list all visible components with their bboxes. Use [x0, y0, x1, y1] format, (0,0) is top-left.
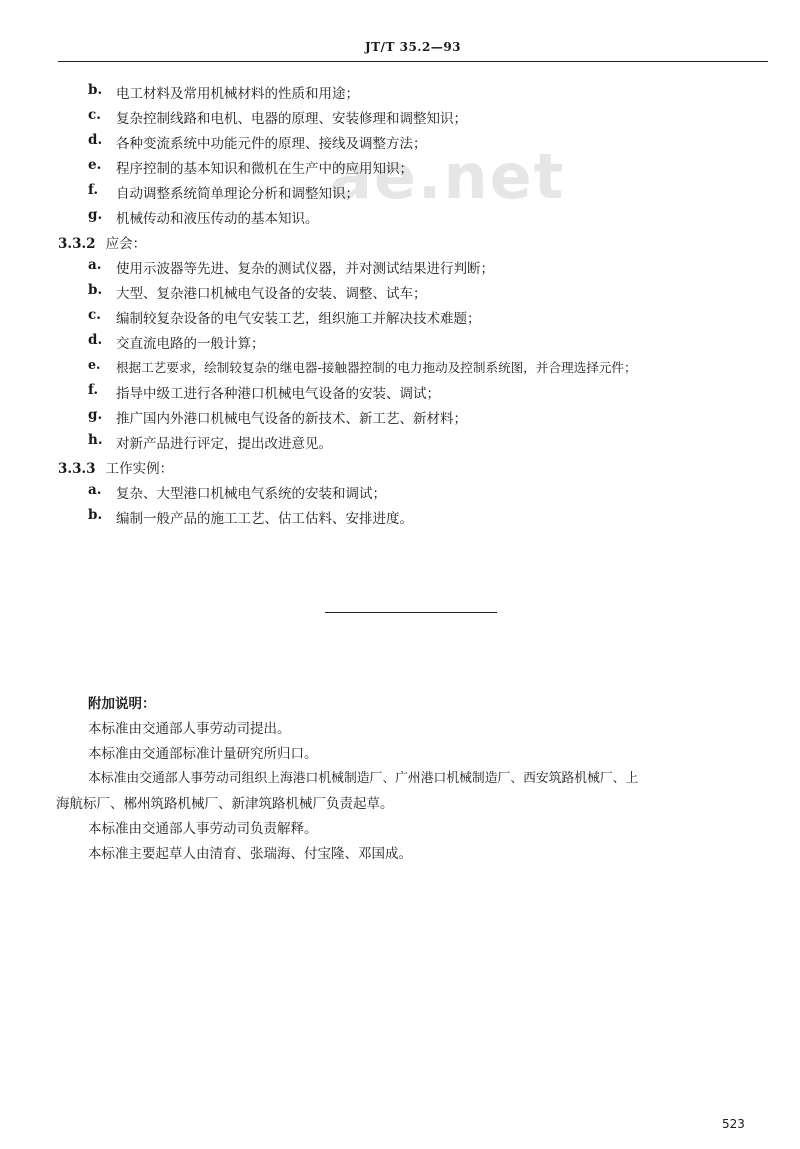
notes-line: 本标准由交通部人事劳动司组织上海港口机械制造厂、广州港口机械制造厂、西安筑路机械厂、上 [88, 771, 639, 786]
item-label: h. [88, 432, 103, 448]
section-heading [58, 457, 173, 477]
item-label: f. [88, 382, 99, 398]
standard-code-header: JT/T 35.2—93 [365, 40, 462, 54]
item-text: 程序控制的基本知识和微机在生产中的应用知识； [116, 161, 413, 177]
item-text: 大型、复杂港口机械电气设备的安装、调整、试车； [116, 286, 427, 302]
notes-line: 本标准由交通部人事劳动司负责解释。 [88, 821, 318, 837]
item-text: 指导中级工进行各种港口机械电气设备的安装、调试； [116, 386, 440, 402]
notes-line: 本标准由交通部人事劳动司提出。 [88, 721, 291, 737]
item-label: c. [88, 107, 101, 123]
item-text: 交直流电路的一般计算； [116, 336, 265, 352]
item-text: 推广国内外港口机械电气设备的新技术、新工艺、新材料； [116, 411, 467, 427]
item-label: g. [88, 207, 103, 223]
notes-line: 海航标厂、郴州筑路机械厂、新津筑路机械厂负责起草。 [56, 796, 394, 812]
item-text: 机械传动和液压传动的基本知识。 [116, 211, 319, 227]
item-label: d. [88, 332, 103, 348]
item-text: 自动调整系统简单理论分析和调整知识； [116, 186, 359, 202]
item-text: 电工材料及常用机械材料的性质和用途； [116, 86, 359, 102]
item-label: d. [88, 132, 103, 148]
notes-line: 本标准由交通部标准计量研究所归口。 [88, 746, 318, 762]
section-title: 应会： [105, 236, 147, 252]
item-label: b. [88, 282, 103, 298]
section-number: 3.3.2 [58, 236, 96, 252]
item-label: g. [88, 407, 103, 423]
item-label: a. [88, 257, 102, 273]
item-text: 编制一般产品的施工工艺、估工估料、安排进度。 [116, 511, 413, 527]
item-label: f. [88, 182, 99, 198]
section-number: 3.3.3 [58, 461, 96, 477]
notes-line: 本标准主要起草人由清育、张瑞海、付宝隆、邓国成。 [88, 846, 412, 862]
item-label: b. [88, 82, 103, 98]
header-rule [58, 61, 768, 62]
item-text: 复杂、大型港口机械电气系统的安装和调试； [116, 486, 386, 502]
notes-title: 附加说明： [88, 696, 156, 712]
item-label: b. [88, 507, 103, 523]
item-text: 使用示波器等先进、复杂的测试仪器，并对测试结果进行判断； [116, 261, 494, 277]
section-heading [58, 232, 146, 252]
watermark: ae.net [330, 140, 566, 213]
item-text: 根据工艺要求，绘制较复杂的继电器-接触器控制的电力拖动及控制系统图，并合理选择元件； [116, 360, 637, 375]
item-label: c. [88, 307, 101, 323]
section-divider [325, 612, 497, 613]
item-text: 各种变流系统中功能元件的原理、接线及调整方法； [116, 136, 427, 152]
item-text: 编制较复杂设备的电气安装工艺，组织施工并解决技术难题； [116, 311, 481, 327]
item-text: 复杂控制线路和电机、电器的原理、安装修理和调整知识； [116, 111, 467, 127]
page-number: 523 [722, 1117, 745, 1131]
item-label: a. [88, 482, 102, 498]
item-label: e. [88, 157, 102, 173]
item-label: e. [88, 357, 101, 372]
item-text: 对新产品进行评定，提出改进意见。 [116, 436, 332, 452]
section-title: 工作实例： [105, 461, 174, 477]
